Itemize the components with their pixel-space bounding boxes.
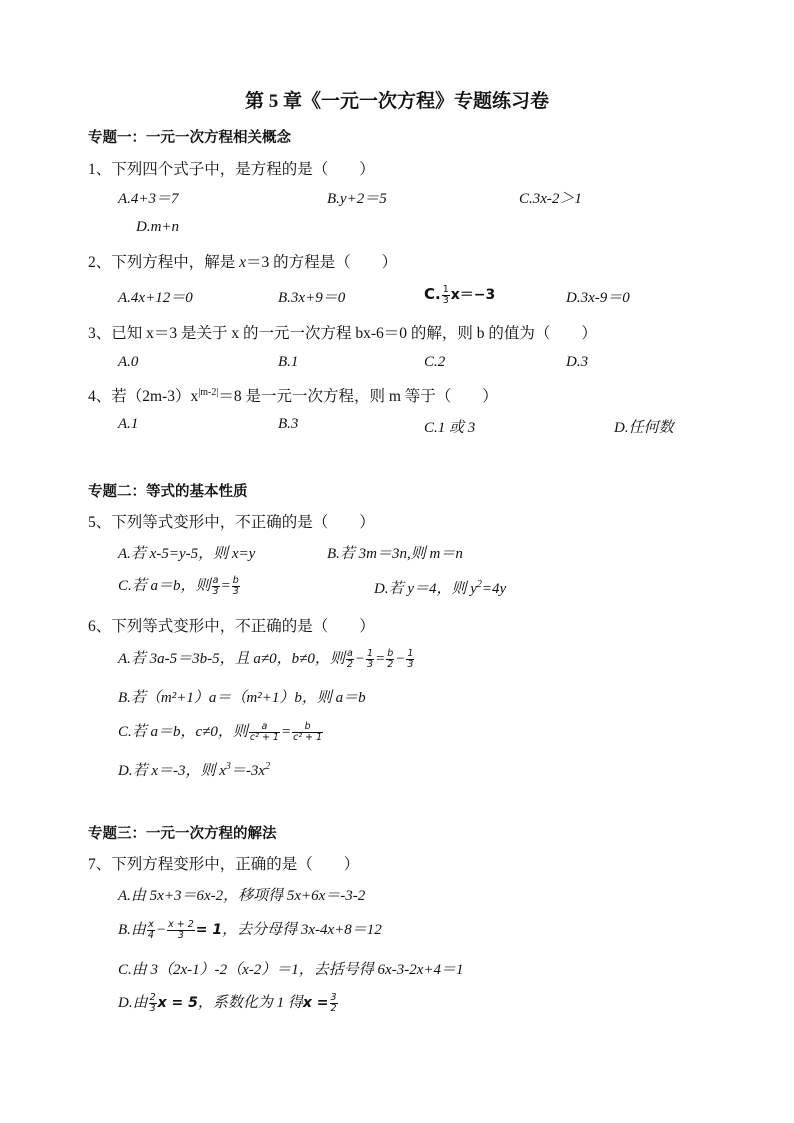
fraction (212, 576, 220, 597)
q7-option-d-pre: D.由 (118, 995, 148, 1011)
q6-option-d-sup1: 3 (225, 761, 231, 772)
q4-option-b: B.3 (278, 416, 299, 432)
fraction (292, 722, 323, 743)
q6-option-a (118, 647, 415, 670)
fraction (386, 649, 394, 670)
fraction-numerator: 3 (330, 992, 337, 1004)
q3-option-a: A.0 (118, 354, 139, 370)
section-heading: 专题二：等式的基本性质 (88, 484, 248, 500)
q7-option-d-text: ，系数化为 1 得 (197, 995, 303, 1011)
q7-option-d (118, 991, 339, 1014)
q7-option-b (118, 918, 382, 941)
section-heading: 专题一：一元一次方程相关概念 (88, 130, 291, 146)
equals-sign: = (220, 578, 231, 594)
q5-option-b: B.若 3m＝3n,则 m＝n (327, 546, 463, 562)
question-1-stem: 1、下列四个式子中，是方程的是（ ） (88, 161, 375, 178)
q5-option-c (118, 574, 241, 597)
q2-stem-pre: 2、下列方程中，解是 (88, 254, 236, 271)
q2-option-c-expr: x＝−3 (450, 287, 496, 303)
fraction (366, 649, 374, 670)
q2-option-c (424, 284, 495, 306)
fraction (406, 649, 414, 670)
q2-option-c-fraction (442, 285, 450, 306)
equals-sign: = (375, 651, 386, 667)
fraction-numerator: x + 2 (168, 919, 194, 931)
question-3-stem: 3、已知 x＝3 是关于 x 的一元一次方程 bx-6＝0 的解，则 b 的值为（ ） (88, 325, 597, 342)
fraction-numerator: x (148, 919, 154, 931)
q2-option-a: A.4x+12＝0 (118, 290, 193, 306)
fraction-numerator: b (387, 648, 394, 660)
q6-option-d-pre: D.若 x＝-3，则 x (118, 763, 226, 779)
fraction-denominator: c² + 1 (293, 732, 323, 744)
q7-option-b-pre: B.由 (118, 922, 146, 938)
q4-option-c: C.1 或 3 (424, 420, 476, 436)
q7-option-b-eq: = 1 (195, 922, 223, 938)
fraction-denominator: 3 (149, 1003, 156, 1015)
q6-option-c (118, 720, 324, 743)
fraction-denominator: 4 (147, 930, 154, 942)
fraction-denominator: 3 (177, 930, 184, 942)
q2-option-c-label: C. (424, 285, 441, 303)
fraction-denominator: 2 (346, 659, 353, 671)
question-7-stem: 7、下列方程变形中，正确的是（ ） (88, 856, 360, 873)
fraction (330, 993, 338, 1014)
fraction (232, 576, 240, 597)
section-heading: 专题三：一元一次方程的解法 (88, 826, 277, 842)
fraction (149, 993, 157, 1014)
q6-option-d-mid: ＝-3x (230, 763, 266, 779)
q3-option-b: B.1 (278, 354, 299, 370)
q7-option-d-mid: x = 5 (157, 995, 198, 1011)
q2-option-b: B.3x+9＝0 (278, 290, 346, 306)
q5-option-d-sup: 2 (476, 579, 482, 590)
equals-sign: = (280, 724, 292, 740)
fraction-denominator: 3 (212, 586, 219, 598)
fraction-denominator: 3 (232, 586, 239, 598)
minus-sign: − (354, 651, 366, 667)
fraction-denominator: c² + 1 (249, 732, 279, 744)
fraction (346, 649, 354, 670)
q1-option-d: D.m+n (136, 219, 180, 235)
fraction-numerator: 2 (149, 992, 156, 1004)
fraction (249, 722, 280, 743)
fraction-numerator: 1 (442, 284, 449, 296)
q3-option-d: D.3 (566, 354, 589, 370)
fraction-denominator: 3 (367, 659, 374, 671)
q1-option-a: A.4+3＝7 (118, 191, 179, 207)
minus-sign: − (395, 651, 406, 667)
q5-option-d (374, 577, 506, 598)
question-2-stem (88, 250, 397, 272)
minus-sign: − (155, 922, 167, 938)
q7-option-d-x: x = (302, 995, 329, 1011)
q1-option-b: B.y+2＝5 (327, 191, 387, 207)
fraction-numerator: 1 (407, 648, 414, 660)
fraction-denominator: 3 (407, 659, 414, 671)
q4-option-d: D.任何数 (614, 420, 674, 436)
page-title: 第 5 章《一元一次方程》专题练习卷 (244, 91, 549, 112)
fraction-numerator: a (212, 575, 219, 587)
q5-option-d-pre: D.若 y＝4，则 y (374, 581, 477, 597)
q6-option-b: B.若（m²+1）a＝（m²+1）b，则 a＝b (118, 690, 366, 706)
fraction-numerator: 1 (367, 648, 374, 660)
fraction (167, 920, 195, 941)
question-4-stem (88, 384, 498, 406)
q6-option-c-text: C.若 a＝b，c≠0，则 (118, 724, 248, 740)
q7-option-b-post: ，去分母得 3x-4x+8＝12 (222, 922, 382, 938)
q6-option-d-sup2: 2 (265, 761, 271, 772)
q3-option-c: C.2 (424, 354, 446, 370)
fraction-denominator: 2 (387, 659, 394, 671)
fraction-denominator: 2 (330, 1003, 337, 1015)
q4-stem-post: ＝8 是一元一次方程，则 m 等于（ ） (218, 388, 498, 405)
q5-option-c-text: C.若 a＝b，则 (118, 578, 211, 594)
q2-stem-x: x (239, 254, 247, 271)
q7-option-a: A.由 5x+3＝6x-2，移项得 5x+6x＝-3-2 (118, 888, 366, 904)
q2-stem-post: ＝3 的方程是（ ） (246, 254, 398, 271)
q4-exponent: |m-2| (198, 387, 219, 398)
q2-option-d: D.3x-9＝0 (566, 290, 630, 306)
q7-option-c: C.由 3（2x-1）-2（x-2）＝1，去括号得 6x-3-2x+4＝1 (118, 962, 464, 978)
fraction (147, 920, 155, 941)
q5-option-d-post: =4y (481, 581, 507, 597)
q1-option-c: C.3x-2＞1 (519, 191, 582, 207)
question-5-stem: 5、下列等式变形中，不正确的是（ ） (88, 514, 375, 531)
q6-option-a-text: A.若 3a-5＝3b-5，且 a≠0，b≠0，则 (118, 651, 345, 667)
q5-option-a: A.若 x-5=y-5，则 x=y (118, 546, 256, 562)
fraction-denominator: 3 (442, 295, 449, 307)
fraction-numerator: a (249, 722, 280, 733)
q4-option-a: A.1 (118, 416, 139, 432)
q6-option-d (118, 759, 270, 780)
fraction-numerator: b (292, 722, 323, 733)
fraction-numerator: a (346, 648, 353, 660)
q4-stem-pre: 4、若（2m-3）x (88, 388, 199, 405)
fraction-numerator: b (232, 575, 239, 587)
question-6-stem: 6、下列等式变形中，不正确的是（ ） (88, 618, 375, 635)
